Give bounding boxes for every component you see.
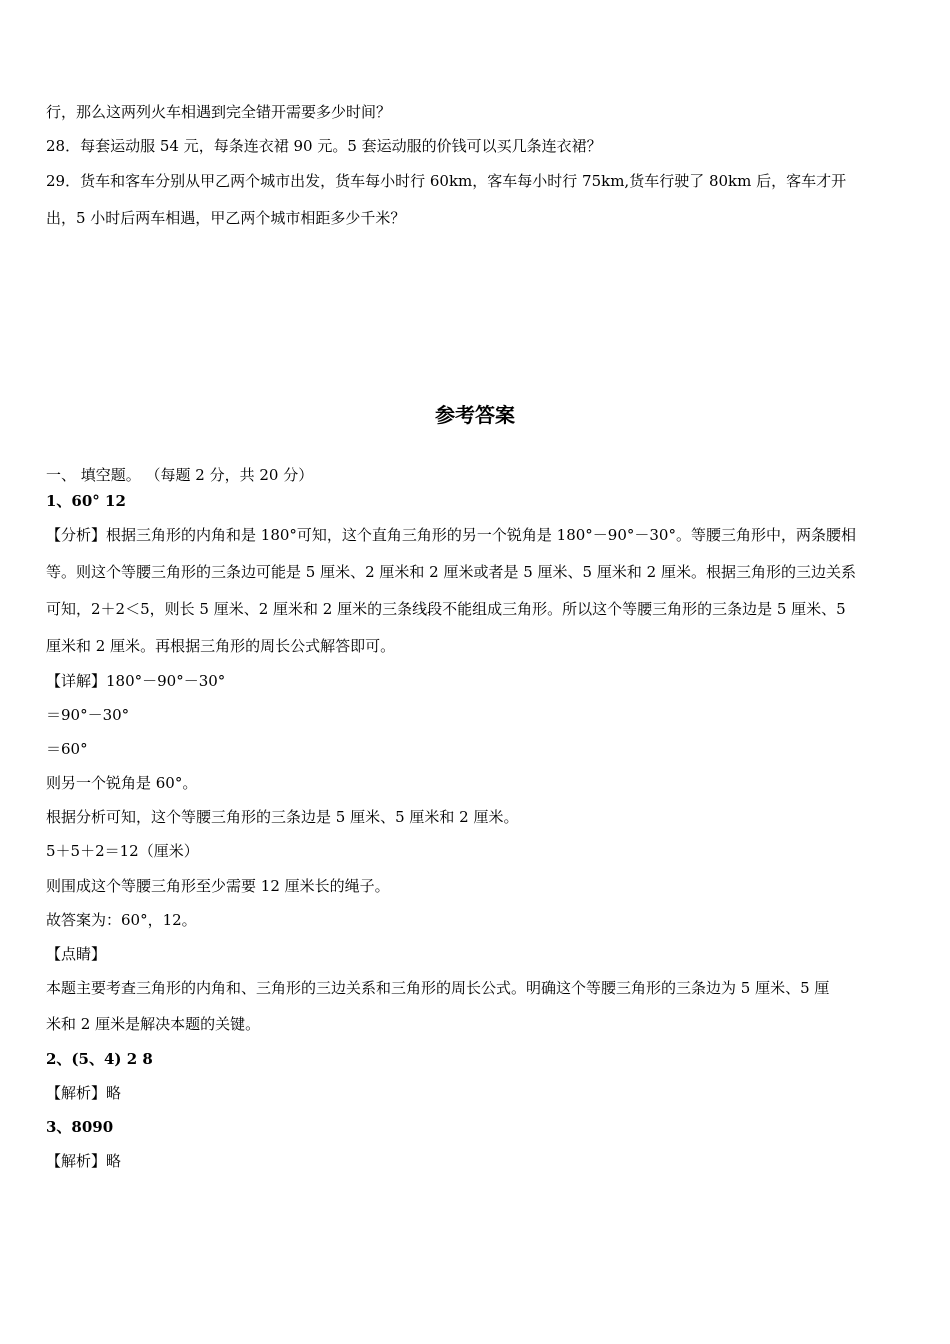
question-27-tail: 行，那么这两列火车相遇到完全错开需要多少时间？ [46,103,392,121]
answer-3-head: 3、8090 [46,1118,114,1136]
answer-1-detail-line-7: 则围成这个等腰三角形至少需要 12 厘米长的绳子。 [46,877,390,895]
answer-1-detail-line-8: 故答案为：60°，12。 [46,911,197,929]
answer-1-detail-line-4: 则另一个锐角是 60°。 [46,774,198,792]
section-1-heading: 一、 填空题。 （每题 2 分，共 20 分） [46,466,314,484]
answer-1-analysis-line-2: 等。则这个等腰三角形的三条边可能是 5 厘米、2 厘米和 2 厘米或者是 5 厘米、5 厘米和 2 厘米。根据三角形的三边关系 [46,563,856,581]
answer-2-head: 2、(5、4) 2 8 [46,1050,153,1068]
answer-1-analysis-line-4: 厘米和 2 厘米。再根据三角形的周长公式解答即可。 [46,637,396,655]
answer-1-comment-head: 【点睛】 [46,945,107,963]
answer-1-comment-line-2: 米和 2 厘米是解决本题的关键。 [46,1015,261,1033]
answer-2-analysis: 【解析】略 [46,1084,122,1102]
answer-1-detail-line-6: 5＋5＋2＝12（厘米） [46,842,199,860]
answer-1-comment-line-1: 本题主要考查三角形的内角和、三角形的三边关系和三角形的周长公式。明确这个等腰三角形的三条边为 5 厘米、5 厘 [46,979,830,997]
answers-title: 参考答案 [435,403,515,427]
answer-1-analysis-line-1: 【分析】根据三角形的内角和是 180°可知，这个直角三角形的另一个锐角是 180°－90°－30°。等腰三角形中，两条腰相 [46,526,856,544]
question-29-line-2: 出，5 小时后两车相遇，甲乙两个城市相距多少千米？ [46,209,406,227]
answer-1-head: 1、60° 12 [46,492,126,510]
answer-3-analysis: 【解析】略 [46,1152,122,1170]
answer-1-detail-line-1: 【详解】180°－90°－30° [46,672,226,690]
answer-1-detail-line-5: 根据分析可知，这个等腰三角形的三条边是 5 厘米、5 厘米和 2 厘米。 [46,808,519,826]
answer-1-detail-line-3: ＝60° [46,740,88,758]
question-29-line-1: 29．货车和客车分别从甲乙两个城市出发，货车每小时行 60km，客车每小时行 75km,货车行驶了 80km 后，客车才开 [46,172,847,190]
question-28: 28．每套运动服 54 元，每条连衣裙 90 元。5 套运动服的价钱可以买几条连衣裙？ [46,137,602,155]
answer-1-detail-line-2: ＝90°－30° [46,706,130,724]
answer-1-analysis-line-3: 可知，2＋2＜5，则长 5 厘米、2 厘米和 2 厘米的三条线段不能组成三角形。所以这个等腰三角形的三条边是 5 厘米、5 [46,600,846,618]
